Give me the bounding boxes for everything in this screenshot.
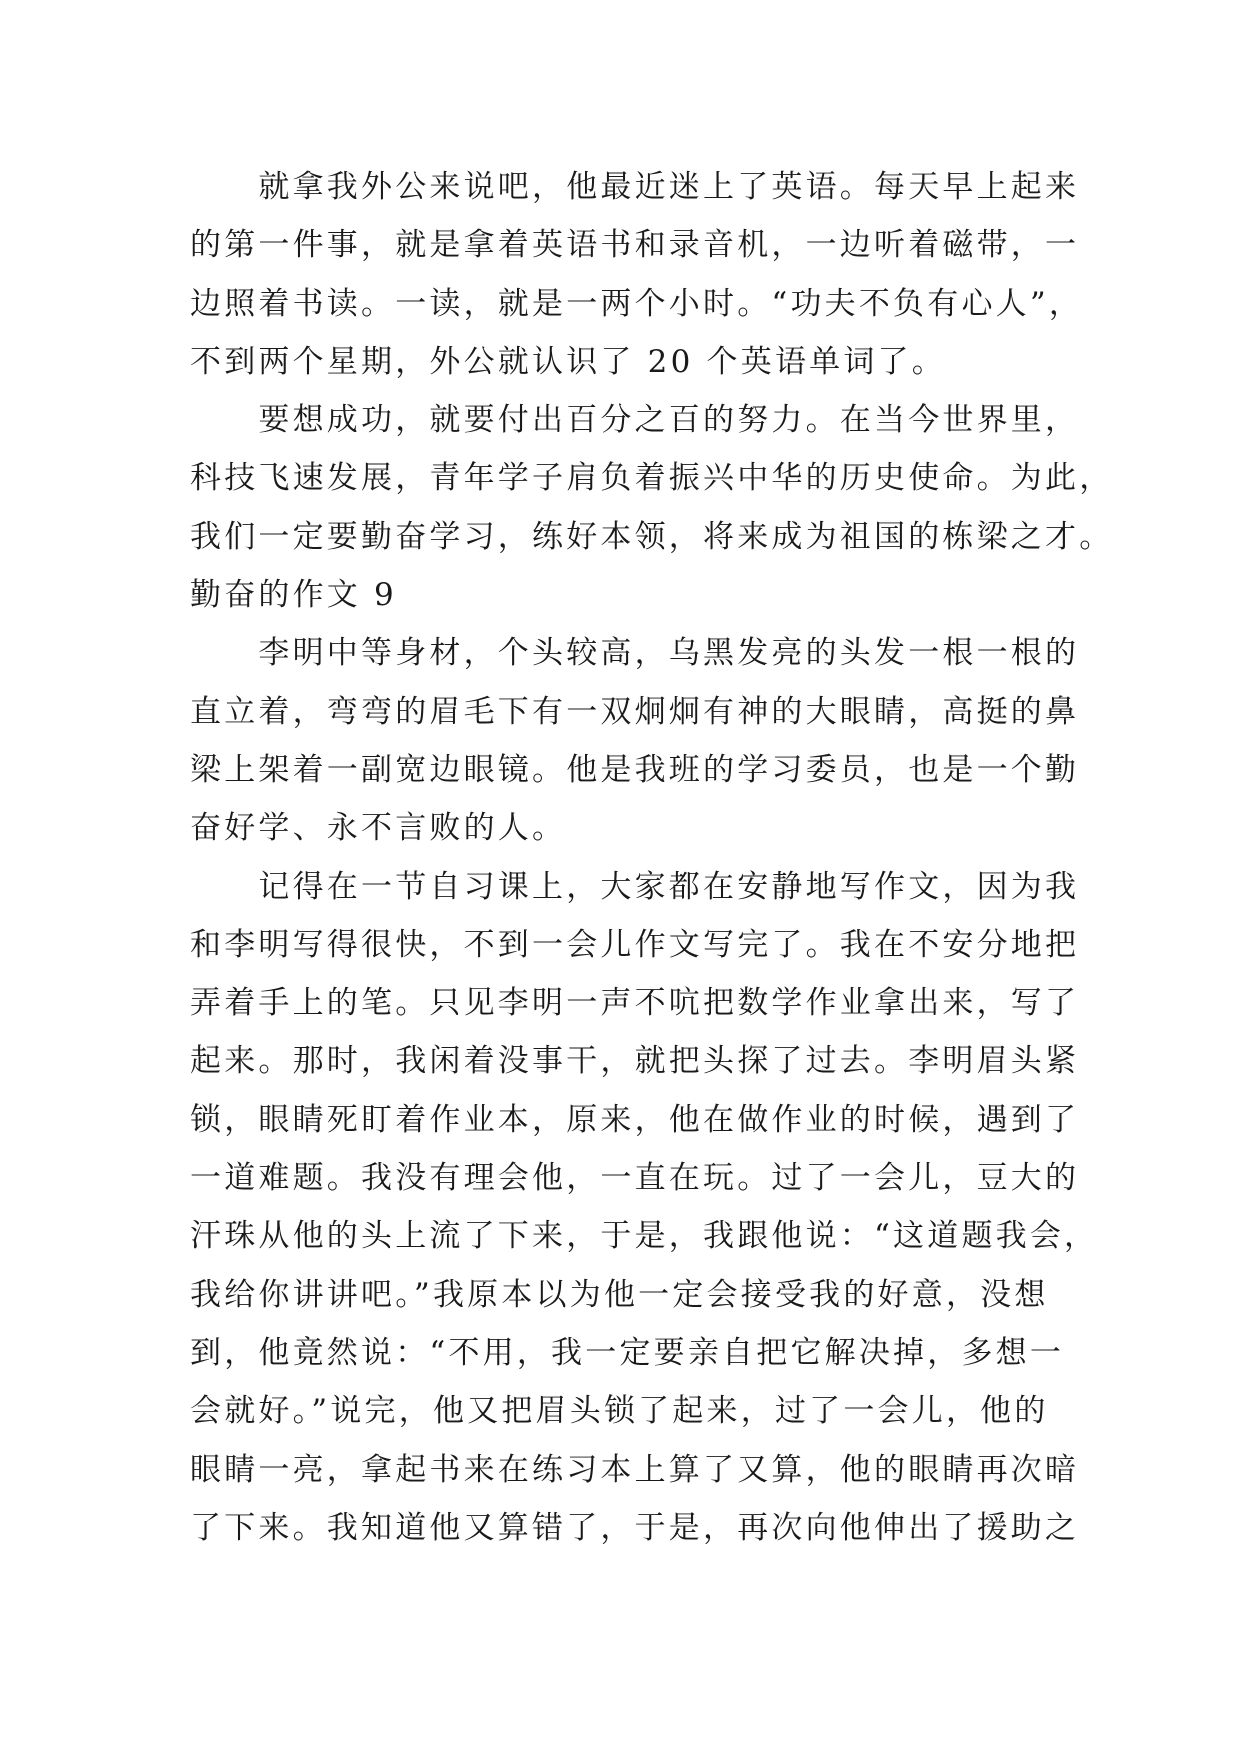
text-line: 一道难题。我没有理会他，一直在玩。过了一会儿，豆大的 xyxy=(190,1160,1080,1197)
text-line: 奋好学、永不言败的人。 xyxy=(190,810,567,847)
section-heading: 勤奋的作文 9 xyxy=(190,577,397,614)
text-line: 要想成功，就要付出百分之百的努力。在当今世界里， xyxy=(190,402,1080,439)
text-line: 到，他竟然说：“不用，我一定要亲自把它解决掉，多想一 xyxy=(190,1334,1065,1371)
text-line: 锁，眼睛死盯着作业本，原来，他在做作业的时候，遇到了 xyxy=(190,1101,1080,1138)
text-line: 我们一定要勤奋学习，练好本领，将来成为祖国的栋梁之才。 xyxy=(190,518,1114,555)
text-line: 弄着手上的笔。只见李明一声不吭把数学作业拿出来，写了 xyxy=(190,985,1080,1022)
text-line: 会就好。”说完，他又把眉头锁了起来，过了一会儿，他的 xyxy=(190,1393,1049,1430)
text-line: 边照着书读。一读，就是一两个小时。“功夫不负有心人”， xyxy=(190,285,1084,322)
text-line: 了下来。我知道他又算错了，于是，再次向他伸出了援助之 xyxy=(190,1509,1080,1546)
article-body xyxy=(190,158,1114,1557)
text-line: 科技飞速发展，青年学子肩负着振兴中华的历史使命。为此， xyxy=(190,460,1114,497)
text-line: 不到两个星期，外公就认识了 20 个英语单词了。 xyxy=(190,343,946,380)
text-line: 就拿我外公来说吧，他最近迷上了英语。每天早上起来 xyxy=(190,169,1080,205)
text-line: 和李明写得很快，不到一会儿作文写完了。我在不安分地把 xyxy=(190,926,1080,963)
text-line: 梁上架着一副宽边眼镜。他是我班的学习委员，也是一个勤 xyxy=(190,751,1080,788)
text-line: 眼睛一亮，拿起书来在练习本上算了又算，他的眼睛再次暗 xyxy=(190,1451,1080,1488)
text-line: 直立着，弯弯的眉毛下有一双炯炯有神的大眼睛，高挺的鼻 xyxy=(190,693,1080,730)
text-line: 汗珠从他的头上流了下来，于是，我跟他说：“这道题我会， xyxy=(190,1218,1099,1255)
text-line: 李明中等身材，个头较高，乌黑发亮的头发一根一根的 xyxy=(190,635,1080,672)
text-line: 我给你讲讲吧。”我原本以为他一定会接受我的好意，没想 xyxy=(190,1276,1049,1313)
text-line: 的第一件事，就是拿着英语书和录音机，一边听着磁带，一 xyxy=(190,227,1080,264)
text-line: 记得在一节自习课上，大家都在安静地写作文，因为我 xyxy=(190,868,1080,905)
text-line: 起来。那时，我闲着没事干，就把头探了过去。李明眉头紧 xyxy=(190,1043,1080,1080)
